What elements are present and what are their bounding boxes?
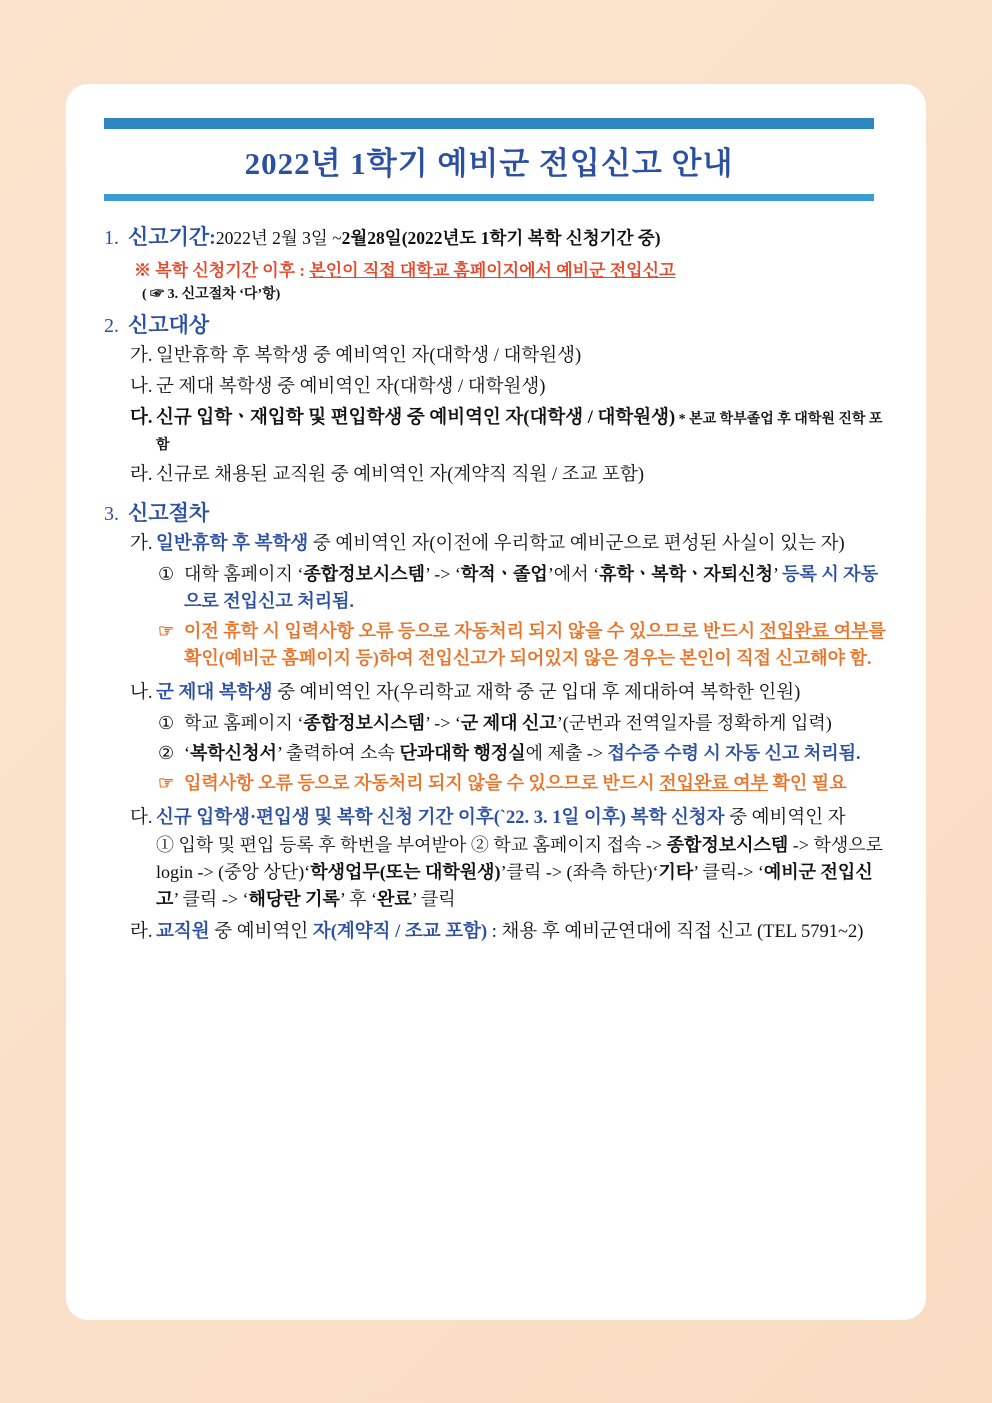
section-3-heading-line	[104, 497, 888, 527]
list-item	[130, 805, 888, 832]
item-text	[156, 919, 863, 946]
section-3-heading: 신고절차	[128, 501, 210, 526]
section-1-note	[134, 256, 888, 281]
section-1-number: 1.	[104, 227, 119, 249]
sub-item	[158, 740, 888, 767]
text-run: 에 제출 ->	[525, 742, 608, 763]
text-run: 접수증 수령 시 자동 신고 처리됨.	[607, 742, 861, 763]
text-run: 전입완료 여부	[659, 772, 769, 793]
item-lead: 군 제대 복학생	[156, 682, 273, 703]
sub-item-note	[158, 770, 888, 797]
sub-note-text	[184, 770, 847, 797]
text-run: -> 학생으로 login -> (중앙 상단)‘	[156, 834, 883, 882]
text-run: ’ 클릭	[411, 888, 456, 909]
text-run: 자(계약직 / 조교 포함)	[312, 921, 488, 942]
title-rule-bottom	[104, 194, 874, 201]
list-item	[130, 343, 888, 370]
item-marker: 나.	[130, 682, 153, 703]
item-rest: 중 예비역인 자(이전에 우리학교 예비군으로 편성된 사실이 있는 자)	[308, 534, 845, 555]
section-2	[104, 309, 888, 489]
text-run: ’클릭 -> (좌측 하단)‘	[500, 861, 659, 882]
sub-item	[158, 561, 888, 615]
item-marker: 다.	[130, 807, 153, 828]
sub-text	[184, 561, 888, 615]
text-run: 대학 홈페이지 ‘	[184, 563, 304, 584]
text-run: 기타	[658, 861, 694, 882]
text-run: ’ 클릭-> ‘	[693, 861, 764, 882]
section-1-heading-line	[104, 221, 888, 251]
item-marker: 가.	[130, 346, 153, 366]
item-marker: 라.	[130, 921, 153, 942]
text-run: 이전 휴학 시 입력사항 오류 등으로 자동처리 되지 않을 수 있으므로 반드시	[184, 620, 760, 641]
text-run: 단과대학 행정실	[399, 742, 526, 763]
text-run: ’	[772, 563, 783, 584]
item-marker: 나.	[130, 376, 153, 397]
text-run: 종합정보시스템	[303, 563, 426, 584]
section-2-heading: 신고대상	[128, 313, 210, 337]
text-run: ’ 출력하여 소속	[276, 742, 400, 763]
text-run: 해당란 기록	[248, 888, 340, 909]
section-3-number: 3.	[104, 503, 119, 526]
text-run: ’ -> ‘	[425, 712, 461, 733]
text-run: ’(군번과 전역일자를 정확하게 입력)	[556, 712, 832, 733]
list-item	[130, 531, 888, 558]
text-run: 예비군 전입신고	[156, 861, 873, 909]
page-title: 2022년 1학기 예비군 전입신고 안내	[244, 146, 734, 181]
item-text: 신규로 채용된 교직원 중 예비역인 자(계약직 직원 / 조교 포함)	[156, 465, 644, 486]
item-text	[156, 531, 845, 558]
text-run: 중 예비역인	[209, 921, 313, 942]
sub-marker: ①	[158, 712, 175, 733]
item-marker: 다.	[130, 407, 153, 428]
pointer-icon: ☞	[158, 772, 175, 793]
text-run: : 채용 후 예비군연대에 직접 신고 (TEL 5791~2)	[487, 921, 864, 942]
text-run: ① 입학 및 편입 등록 후 학번을 부여받아 ② 학교 홈페이지 접속 ->	[156, 834, 667, 855]
text-run: ’ 클릭 -> ‘	[173, 888, 249, 909]
section-1-note-sub: ( ☞ 3. 신고절차 ‘다’항)	[142, 287, 281, 302]
sub-item-note	[158, 618, 888, 672]
section-1-note-underline: 본인이 직접 대학교 홈페이지에서 예비군 전입신고	[309, 261, 676, 280]
text-run: ’ -> ‘	[425, 563, 461, 584]
section-1-heading: 신고기간	[128, 225, 210, 249]
text-run: 완료	[376, 888, 412, 909]
title-block	[104, 118, 888, 201]
text-run: 군 제대 신고	[460, 712, 557, 733]
item-text-note: * 본교 학부졸업 후 대학원 진학 포함	[156, 411, 883, 454]
item-text	[156, 805, 846, 832]
text-run: 교직원	[156, 921, 210, 942]
section-2-number: 2.	[104, 315, 119, 337]
text-run: 복학신청서	[190, 742, 277, 763]
pointer-icon: ☞	[158, 620, 175, 641]
section-1	[104, 221, 888, 303]
section-1-value-plain: 2022년 2월 3일 ~	[215, 228, 342, 248]
procedure-flow	[156, 832, 888, 913]
sub-item	[158, 710, 888, 737]
section-1-value-bold: 2월28일(2022년도 1학기 복학 신청기간 중)	[341, 228, 661, 248]
document-page	[66, 84, 926, 1320]
list-item	[130, 374, 888, 401]
section-1-note-text: ※ 복학 신청기간 이후 :	[134, 261, 310, 280]
item-marker: 가.	[130, 534, 153, 555]
item-lead: 일반휴학 후 복학생	[156, 534, 309, 555]
item-rest: 중 예비역인 자(우리학교 재학 중 군 입대 후 제대하여 복학한 인원)	[272, 682, 801, 703]
text-run: ‘	[184, 742, 190, 763]
text-run: 전입완료 여부	[759, 620, 869, 641]
document-body	[104, 221, 888, 945]
list-item	[130, 462, 888, 489]
text-run: 휴학ㆍ복학ㆍ자퇴신청	[599, 563, 773, 584]
text-run: 입력사항 오류 등으로 자동처리 되지 않을 수 있으므로 반드시	[184, 772, 660, 793]
text-run: ’에서 ‘	[547, 563, 600, 584]
text-run: 확인 필요	[768, 772, 847, 793]
item-marker: 라.	[130, 465, 153, 486]
text-run: 등록 시 자동으로 전입신고 처리됨.	[184, 563, 879, 611]
sub-marker: ②	[158, 742, 175, 763]
item-lead: 신규 입학생·편입생 및 복학 신청 기간 이후(`22. 3. 1일 이후) 복학 신청자	[156, 807, 725, 828]
item-text: 일반휴학 후 복학생 중 예비역인 자(대학생 / 대학원생)	[156, 346, 582, 366]
list-item	[130, 919, 888, 946]
text-run: ’ 후 ‘	[339, 888, 377, 909]
text-run: 학생업무(또는 대학원생)	[310, 861, 501, 882]
list-item	[130, 680, 888, 707]
item-text-bold: 신규 입학ㆍ재입학 및 편입학생 중 예비역인 자(대학생 / 대학원생)	[156, 407, 676, 428]
list-item	[130, 405, 888, 459]
text-run: 학적ㆍ졸업	[460, 563, 548, 584]
text-run: 를 확인(예비군 홈페이지 등)하여 전입신고가 되어있지 않은 경우는 본인이 직접 신고해야 함.	[184, 620, 886, 668]
sub-note-text	[184, 618, 888, 672]
item-rest: 중 예비역인 자	[724, 807, 846, 828]
text-run: 학교 홈페이지 ‘	[184, 712, 304, 733]
section-2-heading-line	[104, 309, 888, 339]
text-run: 종합정보시스템	[303, 712, 426, 733]
sub-marker: ①	[158, 563, 175, 584]
section-1-colon: :	[209, 227, 216, 249]
sub-text	[184, 740, 861, 767]
item-text: 군 제대 복학생 중 예비역인 자(대학생 / 대학원생)	[156, 376, 546, 397]
title-rule-top	[104, 118, 874, 129]
text-run: 종합정보시스템	[666, 834, 789, 855]
sub-text	[184, 710, 832, 737]
item-text	[156, 405, 888, 459]
section-3	[104, 497, 888, 945]
item-text	[156, 680, 800, 707]
